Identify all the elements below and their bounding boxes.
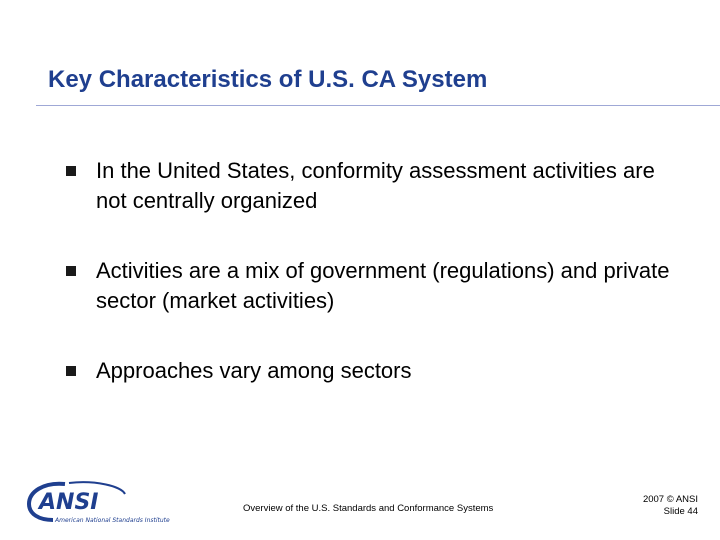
footer-slide-info [643,494,698,518]
copyright-text: 2007 © ANSI [642,494,698,505]
slide-number: Slide 44 [663,506,698,517]
bullet-item [66,356,686,386]
bullet-item [66,256,686,316]
ansi-logo [25,478,170,528]
bullet-item [66,156,686,216]
square-bullet-icon [66,266,76,276]
logo-tagline: American National Standards Institute [55,517,170,524]
square-bullet-icon [66,366,76,376]
bullet-list [66,156,686,386]
bullet-text: Activities are a mix of government (regulations) and private sector (market activities) [96,258,670,313]
title-divider [36,105,720,106]
footer-presentation-title: Overview of the U.S. Standards and Conformance Systems [243,503,494,514]
bullet-text: In the United States, conformity assessment activities are not centrally organized [96,158,655,213]
slide-title: Key Characteristics of U.S. CA System [48,66,488,93]
bullet-text: Approaches vary among sectors [96,358,412,383]
square-bullet-icon [66,166,76,176]
logo-wordmark: ANSI [39,490,99,515]
